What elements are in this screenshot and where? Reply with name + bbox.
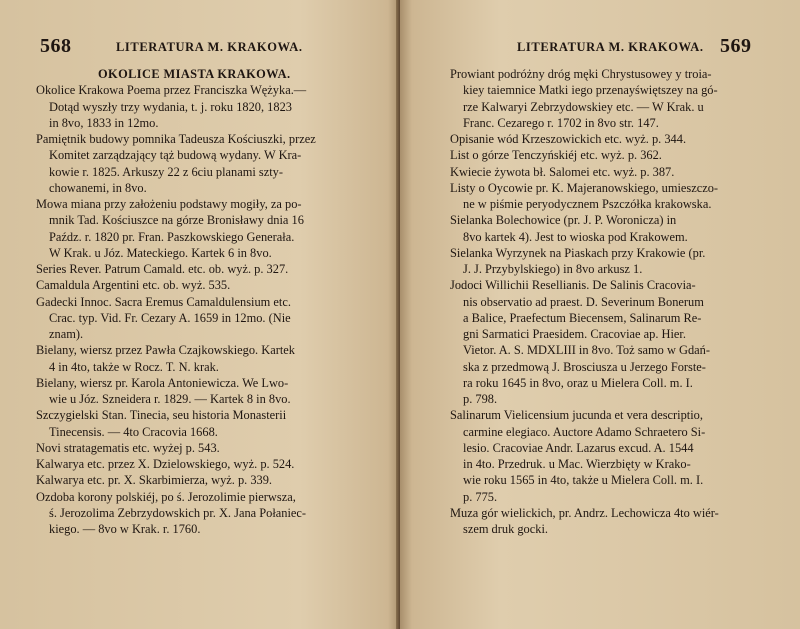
text-line: Kwiecie żywota bł. Salomei etc. wyż. p. 387. <box>450 164 675 179</box>
text-line: W Krak. u Józ. Mateckiego. Kartek 6 in 8vo. <box>49 245 272 260</box>
text-line: List o górze Tenczyńskiéj etc. wyż. p. 362. <box>450 148 662 163</box>
text-line: Jodoci Willichii Resellianis. De Salinis Cracovia- <box>450 278 696 293</box>
text-line: Prowiant podróżny dróg męki Chrystusowey y troia- <box>450 67 712 81</box>
text-line: Vietor. A. S. MDXLIII in 8vo. Toż samo w Gdań- <box>463 343 710 358</box>
text-line: chowanemi, in 8vo. <box>49 180 147 195</box>
text-line: ra roku 1645 in 8vo, oraz u Mielera Coll. m. I. <box>463 375 693 390</box>
text-line: Crac. typ. Vid. Fr. Cezary A. 1659 in 12mo. (Nie <box>49 310 291 325</box>
text-line: Ozdoba korony polskiéj, po ś. Jerozolimie pierwsza, <box>36 489 296 504</box>
text-line: 4 in 4to, także w Rocz. T. N. krak. <box>49 359 219 374</box>
running-head: LITERATURA M. KRAKOWA. <box>517 40 704 54</box>
right-text-column <box>450 66 768 537</box>
text-line: Komitet zarządzający tąż budową wydany. W Kra- <box>49 148 302 163</box>
text-line: Salinarum Vielicensium jucunda et vera descriptio, <box>450 408 703 423</box>
page-number: 569 <box>720 35 752 57</box>
text-line: Kalwarya etc. pr. X. Skarbimierza, wyż. p. 339. <box>36 473 273 488</box>
text-line: nis observatio ad praest. D. Severinum Bonerum <box>463 294 704 309</box>
text-line: Muza gór wielickich, pr. Andrz. Lechowicza 4to wiér- <box>450 505 719 520</box>
text-line: J. J. Przybylskiego) in 8vo arkusz 1. <box>463 262 643 276</box>
text-line: 8vo kartek 4). Jest to wioska pod Krakowem. <box>463 229 688 244</box>
text-line: p. 775. <box>463 489 498 504</box>
text-line: lesio. Cracoviae Andr. Lazarus excud. A. 1544 <box>463 440 694 455</box>
text-line: Kalwarya etc. przez X. Dzielowskiego, wyż. p. 524. <box>36 457 295 471</box>
text-line: Listy o Oycowie pr. K. Majeranowskiego, umieszczo- <box>450 180 719 195</box>
text-line: Paźdz. r. 1820 pr. Fran. Paszkowskiego Generała. <box>49 229 295 244</box>
text-line: ś. Jerozolima Zebrzydowskich pr. X. Jana Połaniec- <box>49 505 307 520</box>
running-head: LITERATURA M. KRAKOWA. <box>116 40 303 54</box>
text-line: a Balice, Praefectum Biecensem, Salinarum Re- <box>463 310 702 325</box>
text-line: gni Sarmatici Praesidem. Cracoviae ap. Hier. <box>463 327 686 341</box>
text-line: carmine elegiaco. Auctore Adamo Schraetero Si- <box>463 424 706 439</box>
text-line: mnik Tad. Kościuszce na górze Bronisławy dnia 16 <box>49 213 304 228</box>
text-line: in 4to. Przedruk. u Mac. Wierzbięty w Krako- <box>463 457 691 471</box>
text-line: in 8vo, 1833 in 12mo. <box>49 115 159 130</box>
text-line: Pamiętnik budowy pomnika Tadeusza Kościuszki, przez <box>36 132 316 146</box>
left-text-column <box>36 66 356 537</box>
text-line: kiey taiemnice Matki iego przenayświętszey na gó- <box>463 83 718 98</box>
text-line: Bielany, wiersz pr. Karola Antoniewicza. We Lwo- <box>36 375 289 390</box>
section-heading: OKOLICE MIASTA KRAKOWA. <box>98 67 291 81</box>
text-line: Okolice Krakowa Poema przez Franciszka Wężyka.— <box>36 83 307 98</box>
text-line: Gadecki Innoc. Sacra Eremus Camaldulensium etc. <box>36 294 291 309</box>
text-line: p. 798. <box>463 392 498 406</box>
text-line: wie u Józ. Szneidera r. 1829. — Kartek 8 in 8vo. <box>49 392 291 406</box>
page-number: 568 <box>40 35 72 57</box>
text-line: ne w piśmie peryodycznem Pszczółka krakowska. <box>463 197 712 211</box>
text-line: Tinecensis. — 4to Cracovia 1668. <box>49 424 218 439</box>
text-line: rze Kalwaryi Zebrzydowskiey etc. — W Krak. u <box>463 99 704 114</box>
text-line: szem druk gocki. <box>463 522 548 536</box>
text-line: Franc. Cezarego r. 1702 in 8vo str. 147. <box>463 115 659 130</box>
text-line: Sielanka Bolechowice (pr. J. P. Woronicza) in <box>450 213 677 228</box>
text-line: Novi stratagematis etc. wyżej p. 543. <box>36 440 220 455</box>
text-line: kiego. — 8vo w Krak. r. 1760. <box>49 522 201 536</box>
text-line: Szczygielski Stan. Tinecia, seu historia Monasterii <box>36 408 287 423</box>
text-line: kowie r. 1825. Arkuszy 22 z 6ciu planami szty- <box>49 164 283 179</box>
text-line: ska z przedmową J. Brosciusza u Jerzego Forste- <box>463 359 706 374</box>
text-line: Opisanie wód Krzeszowickich etc. wyż. p. 344. <box>450 132 687 146</box>
text-line: Camaldula Argentini etc. ob. wyż. 535. <box>36 278 231 293</box>
right-page <box>400 0 800 629</box>
text-line: Mowa miana przy założeniu podstawy mogiły, za po- <box>36 197 302 211</box>
text-line: Sielanka Wyrzynek na Piaskach przy Krakowie (pr. <box>450 245 706 260</box>
text-line: znam). <box>49 327 84 341</box>
text-line: Bielany, wiersz przez Pawła Czajkowskiego. Kartek <box>36 343 295 358</box>
text-line: Series Rever. Patrum Camald. etc. ob. wyż. p. 327. <box>36 262 289 276</box>
text-line: Dotąd wyszły trzy wydania, t. j. roku 1820, 1823 <box>49 99 292 114</box>
text-line: wie roku 1565 in 4to, także u Mielera Coll. m. I. <box>463 473 704 488</box>
